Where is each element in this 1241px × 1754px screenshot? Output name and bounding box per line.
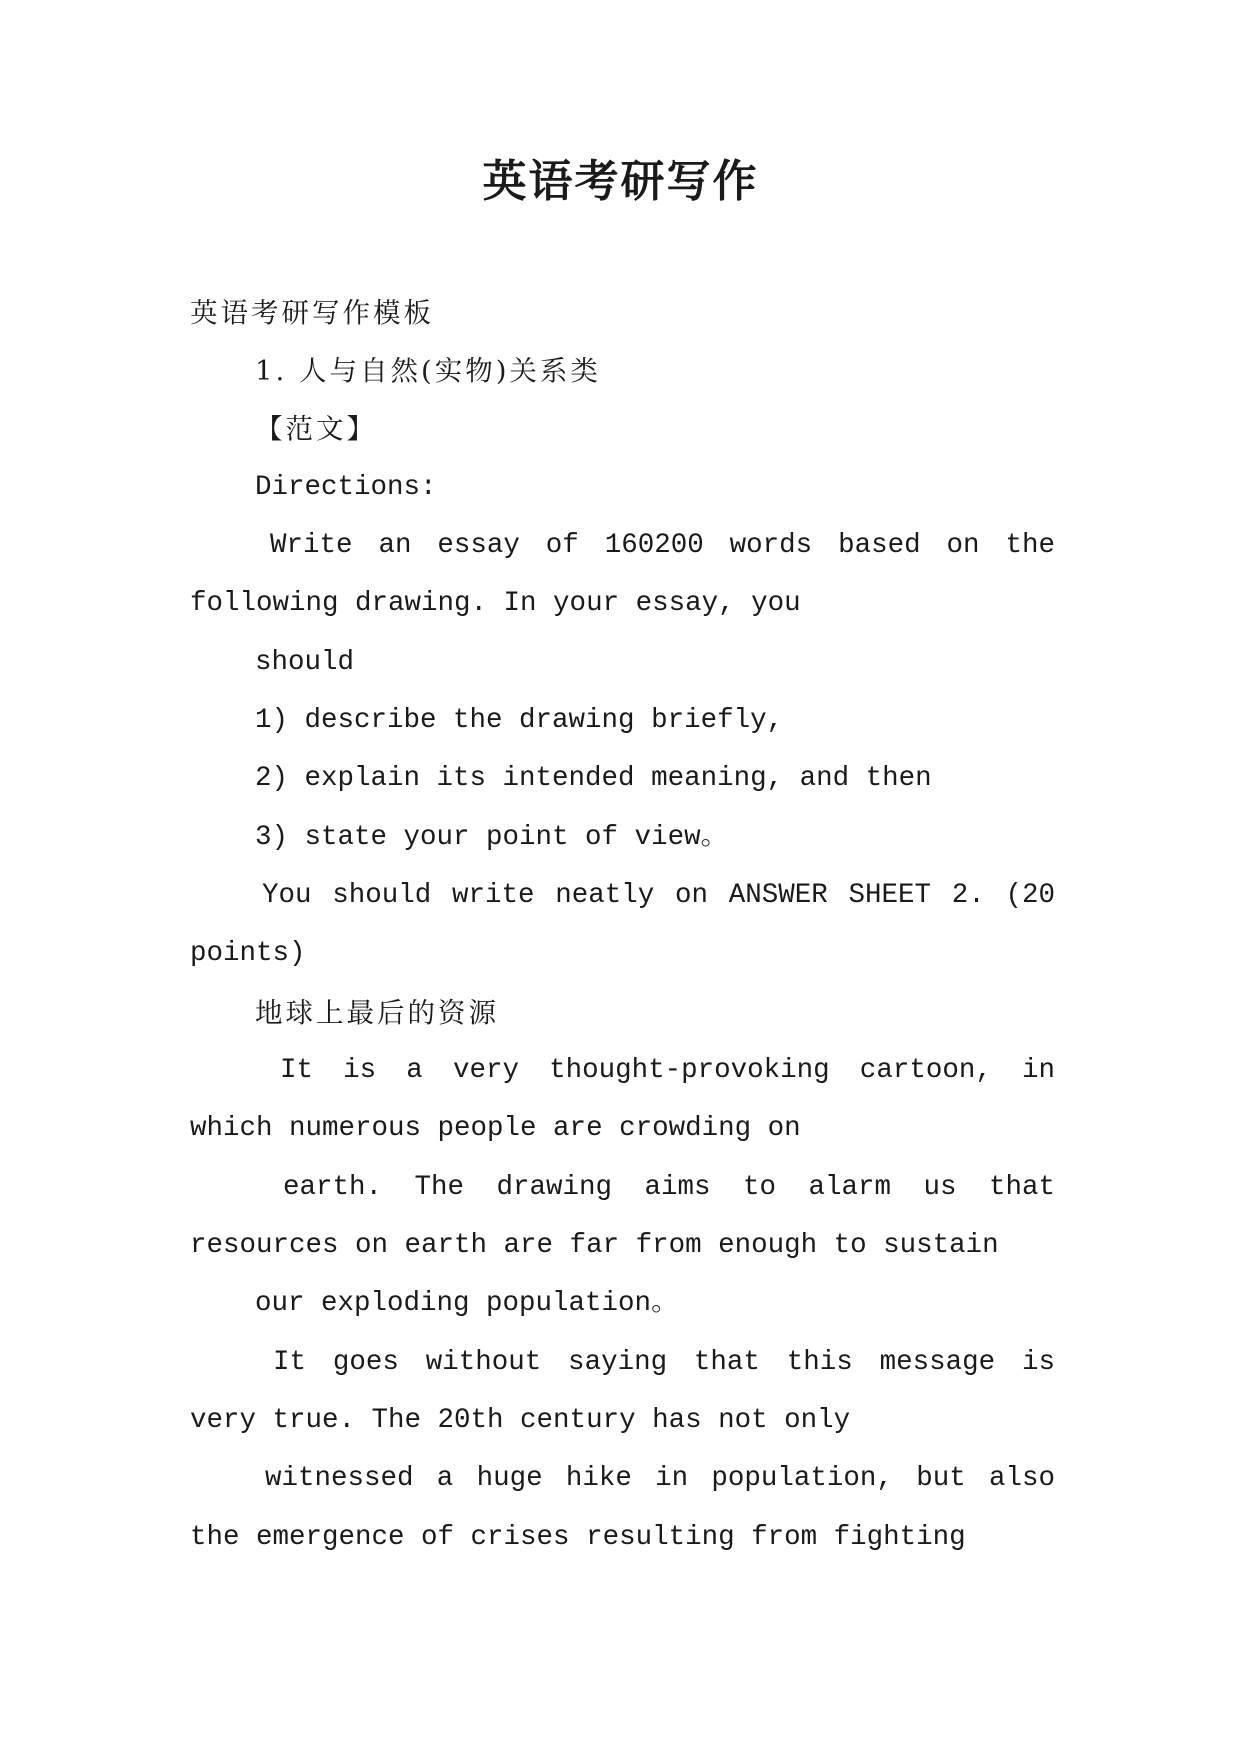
text-line: 3) state your point of view。 <box>255 822 729 853</box>
text-line: our exploding population。 <box>255 1288 679 1319</box>
text-line: very true. The 20th century has not only <box>190 1405 851 1436</box>
text-line: It is a very thought-provoking cartoon, in <box>280 1055 1055 1086</box>
text-line: 【范文】 <box>255 413 377 445</box>
text-line: witnessed a huge hike in population, but also <box>265 1463 1055 1494</box>
text-line: the emergence of crises resulting from fighting <box>190 1522 966 1553</box>
text-line: 地球上最后的资源 <box>255 997 499 1029</box>
text-line: should <box>255 647 355 678</box>
text-line: which numerous people are crowding on <box>190 1113 801 1144</box>
text-line: It goes without saying that this message is <box>273 1347 1055 1378</box>
text-line: Write an essay of 160200 words based on the <box>270 530 1055 561</box>
document-title: 英语考研写作 <box>482 156 759 207</box>
text-line: 2) explain its intended meaning, and then <box>255 763 932 794</box>
text-line: Directions: <box>255 472 437 503</box>
text-line: 英语考研写作模板 <box>190 297 434 329</box>
text-line: 1) describe the drawing briefly, <box>255 705 784 736</box>
text-line: earth. The drawing aims to alarm us that <box>283 1172 1055 1203</box>
text-line: 1. 人与自然(实物)关系类 <box>255 355 601 387</box>
text-line: resources on earth are far from enough to sustain <box>190 1230 999 1261</box>
text-line: You should write neatly on ANSWER SHEET 2. (20 <box>262 880 1055 911</box>
text-line: following drawing. In your essay, you <box>190 588 801 619</box>
text-line: points) <box>190 938 306 969</box>
